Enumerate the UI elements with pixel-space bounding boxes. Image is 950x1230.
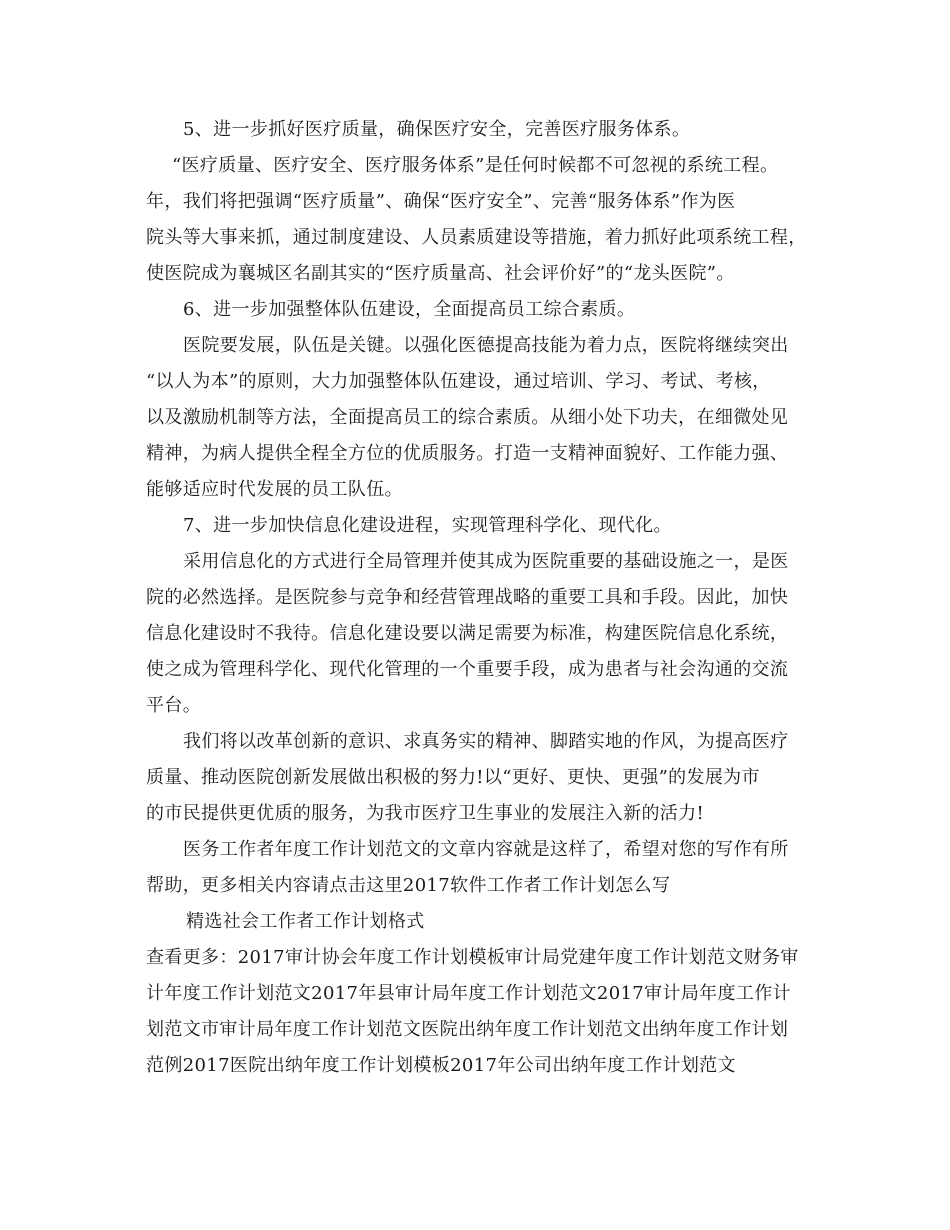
- paragraph-line: 使医院成为襄城区名副其实的“医疗质量高、社会评价好”的“龙头医院”。: [146, 263, 735, 284]
- paragraph-line: 质量、推动医院创新发展做出积极的努力!以“更好、更快、更强”的发展为市: [146, 767, 760, 788]
- paragraph-line: 平台。: [146, 695, 202, 716]
- see-more-line[interactable]: 计年度工作计划范文2017年县审计局年度工作计划范文2017审计局年度工作计: [146, 983, 791, 1004]
- paragraph-line: 院头等大事来抓，通过制度建设、人员素质建设等措施，着力抓好此项系统工程，: [146, 227, 807, 248]
- paragraph-line: 能够适应时代发展的员工队伍。: [146, 479, 403, 500]
- paragraph-line: 医务工作者年度工作计划范文的文章内容就是这样了，希望对您的写作有所: [183, 839, 789, 860]
- paragraph-line: 的市民提供更优质的服务，为我市医疗卫生事业的发展注入新的活力!: [146, 803, 705, 824]
- see-more-line[interactable]: 划范文市审计局年度工作计划范文医院出纳年度工作计划范文出纳年度工作计划: [146, 1019, 789, 1040]
- paragraph-line: 精神，为病人提供全程全方位的优质服务。打造一支精神面貌好、工作能力强、: [146, 443, 789, 464]
- paragraph-line: 院的必然选择。是医院参与竞争和经营管理战略的重要工具和手段。因此，加快: [146, 587, 789, 608]
- paragraph-line: 使之成为管理科学化、现代化管理的一个重要手段，成为患者与社会沟通的交流: [146, 659, 789, 680]
- paragraph-line: 医院要发展，队伍是关键。以强化医德提高技能为着力点，医院将继续突出: [183, 335, 789, 356]
- paragraph-line: “以人为本”的原则，大力加强整体队伍建设，通过培训、学习、考试、考核，: [146, 371, 771, 392]
- paragraph-line: 年，我们将把强调“医疗质量”、确保“医疗安全”、完善“服务体系”作为医: [146, 191, 736, 212]
- related-link-line[interactable]: 帮助，更多相关内容请点击这里2017软件工作者工作计划怎么写: [146, 875, 671, 896]
- paragraph-line: 采用信息化的方式进行全局管理并使其成为医院重要的基础设施之一，是医: [183, 551, 789, 572]
- paragraph-line: 以及激励机制等方法，全面提高员工的综合素质。从细小处下功夫，在细微处见: [146, 407, 789, 428]
- paragraph-line: “医疗质量、医疗安全、医疗服务体系”是任何时候都不可忽视的系统工程。: [172, 155, 779, 176]
- section-heading-6: 6、进一步加强整体队伍建设，全面提高员工综合素质。: [183, 299, 636, 320]
- related-link[interactable]: 精选社会工作者工作计划格式: [186, 911, 425, 932]
- paragraph-line: 我们将以改革创新的意识、求真务实的精神、脚踏实地的作风，为提高医疗: [183, 731, 789, 752]
- section-heading-5: 5、进一步抓好医疗质量，确保医疗安全，完善医疗服务体系。: [183, 119, 691, 140]
- paragraph-line: 信息化建设时不我待。信息化建设要以满足需要为标准，构建医院信息化系统，: [146, 623, 789, 644]
- see-more-line[interactable]: 范例2017医院出纳年度工作计划模板2017年公司出纳年度工作计划范文: [146, 1055, 736, 1076]
- section-heading-7: 7、进一步加快信息化建设进程，实现管理科学化、现代化。: [183, 515, 672, 536]
- see-more-line[interactable]: 查看更多：2017审计协会年度工作计划模板审计局党建年度工作计划范文财务审: [146, 947, 799, 968]
